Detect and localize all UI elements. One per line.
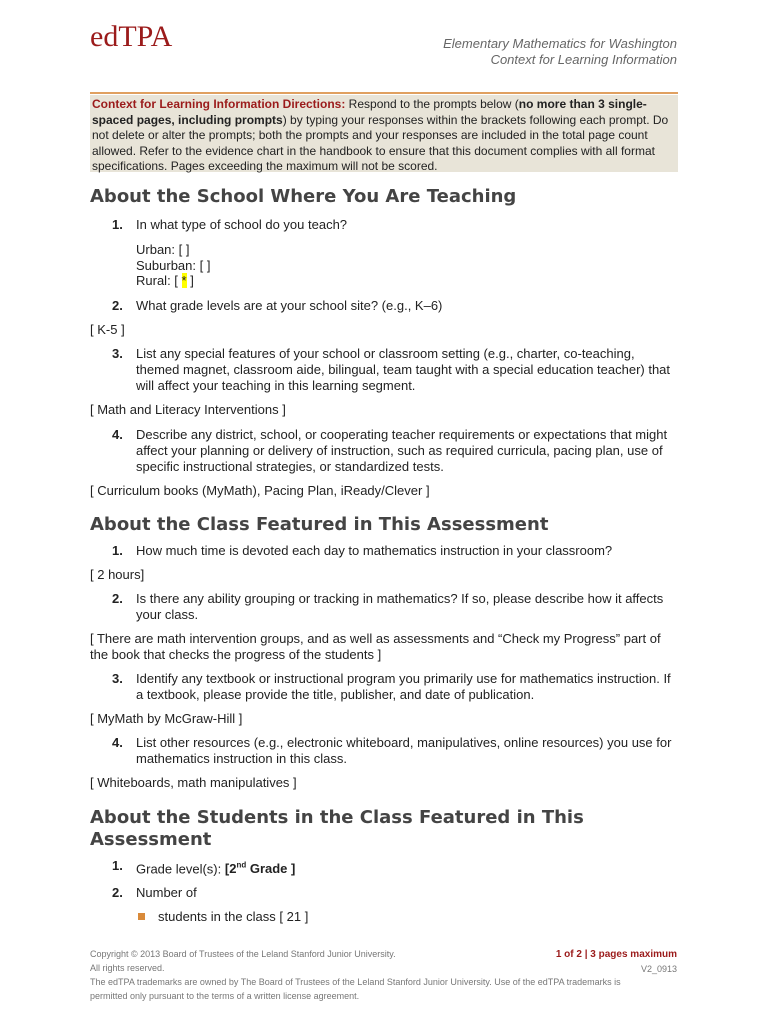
section-heading-school: About the School Where You Are Teaching <box>90 186 517 207</box>
response-students-count[interactable]: students in the class [ 21 ] <box>158 908 309 924</box>
section-heading-class: About the Class Featured in This Assessment <box>90 513 549 535</box>
section-heading-students: About the Students in the Class Featured in This Assessment <box>90 806 584 850</box>
response-grade-level[interactable]: [2nd Grade ] <box>224 860 296 876</box>
question-grade-level: 1. Grade level(s): [2nd Grade ] <box>112 857 296 876</box>
response-requirements[interactable]: [ Curriculum books (MyMath), Pacing Plan, iReady/Clever ] <box>90 482 430 498</box>
page-count: 1 of 2 | 3 pages maximum <box>555 949 677 960</box>
response-grade-levels[interactable]: [ K-5 ] <box>90 321 125 337</box>
document-body <box>90 186 680 925</box>
directions-bold: no more than 3 single-spaced pages, including prompts <box>92 97 647 127</box>
directions-text-2: ) by typing your responses within the brackets following each prompt. Do not delete or alter the prompts; both the prompts and your responses are included in the total page count allowed. Refer to the evidence chart in the handbook to ensure that this document complies with all format specifications. Pages exceeding the maximum will not be scored. <box>92 112 669 173</box>
response-other-resources[interactable]: [ Whiteboards, math manipulatives ] <box>90 774 297 790</box>
question-textbook: 3. Identify any textbook or instructional program you primarily use for mathematics instruction. If a textbook, please provide the title, publisher, and date of publication. <box>112 670 671 702</box>
question-number-of: 2. Number of <box>112 884 197 900</box>
option-rural[interactable]: Rural: [ * ] <box>136 273 194 288</box>
directions-box <box>90 95 678 172</box>
directions-label: Context for Learning Information Directions: <box>92 97 346 111</box>
response-instruction-time[interactable]: [ 2 hours] <box>90 566 145 582</box>
bullet-square-icon <box>138 913 145 920</box>
question-other-resources: 4. List other resources (e.g., electronic whiteboard, manipulatives, online resources) you use for mathematics instruction in this class. <box>112 734 672 766</box>
header-doc-title: Context for Learning Information <box>490 52 677 67</box>
option-suburban[interactable]: Suburban: [ ] <box>136 257 211 273</box>
school-type-options <box>90 242 680 289</box>
list-item-students-count <box>90 909 680 925</box>
document-header <box>443 36 677 68</box>
response-special-features[interactable]: [ Math and Literacy Interventions ] <box>90 401 286 417</box>
edtpa-logo: edTPA <box>90 20 173 53</box>
question-ability-grouping: 2. Is there any ability grouping or tracking in mathematics? If so, please describe how it affects your class. <box>112 590 664 622</box>
response-ability-grouping[interactable]: [ There are math intervention groups, and as well as assessments and “Check my Progress” part of the book that checks the progress of the students ] <box>90 630 661 662</box>
header-divider <box>90 92 678 94</box>
question-school-type: 1. In what type of school do you teach? <box>112 217 348 232</box>
question-requirements: 4. Describe any district, school, or cooperating teacher requirements or expectations that might affect your planning or delivery of instruction, such as required curricula, pacing plan, use of specific instructional strategies, or standardized tests. <box>112 426 668 474</box>
footer-page-info <box>556 948 677 976</box>
question-instruction-time: 1. How much time is devoted each day to mathematics instruction in your classroom? <box>112 542 613 558</box>
question-special-features: 3. List any special features of your school or classroom setting (e.g., charter, co-teaching, themed magnet, classroom aide, bilingual, team taught with a special education teacher) that will affect your teaching in this learning segment. <box>112 345 671 393</box>
question-grade-levels: 2. What grade levels are at your school site? (e.g., K–6) <box>112 297 443 313</box>
rural-selected-mark: * <box>181 273 187 288</box>
version-label: V2_0913 <box>640 964 677 974</box>
directions-text-1: Respond to the prompts below ( <box>345 97 519 111</box>
footer-copyright: Copyright © 2013 Board of Trustees of the Leland Stanford Junior University. All rights reserved. The edTPA trademarks are owned by The Board of Trustees of the Leland Stanford Junior University. Use of the edTPA trademarks is permitted only pursuant to the terms of a written license agreement. <box>90 947 650 1003</box>
response-textbook[interactable]: [ MyMath by McGraw-Hill ] <box>90 710 243 726</box>
option-urban[interactable]: Urban: [ ] <box>136 242 190 257</box>
header-subject: Elementary Mathematics for Washington <box>443 36 677 51</box>
footer-trademark: The edTPA trademarks are owned by The Board of Trustees of the Leland Stanford Junior University. Use of the edTPA trademarks is permitted only pursuant to the terms of a written license agreement. <box>90 977 621 1001</box>
